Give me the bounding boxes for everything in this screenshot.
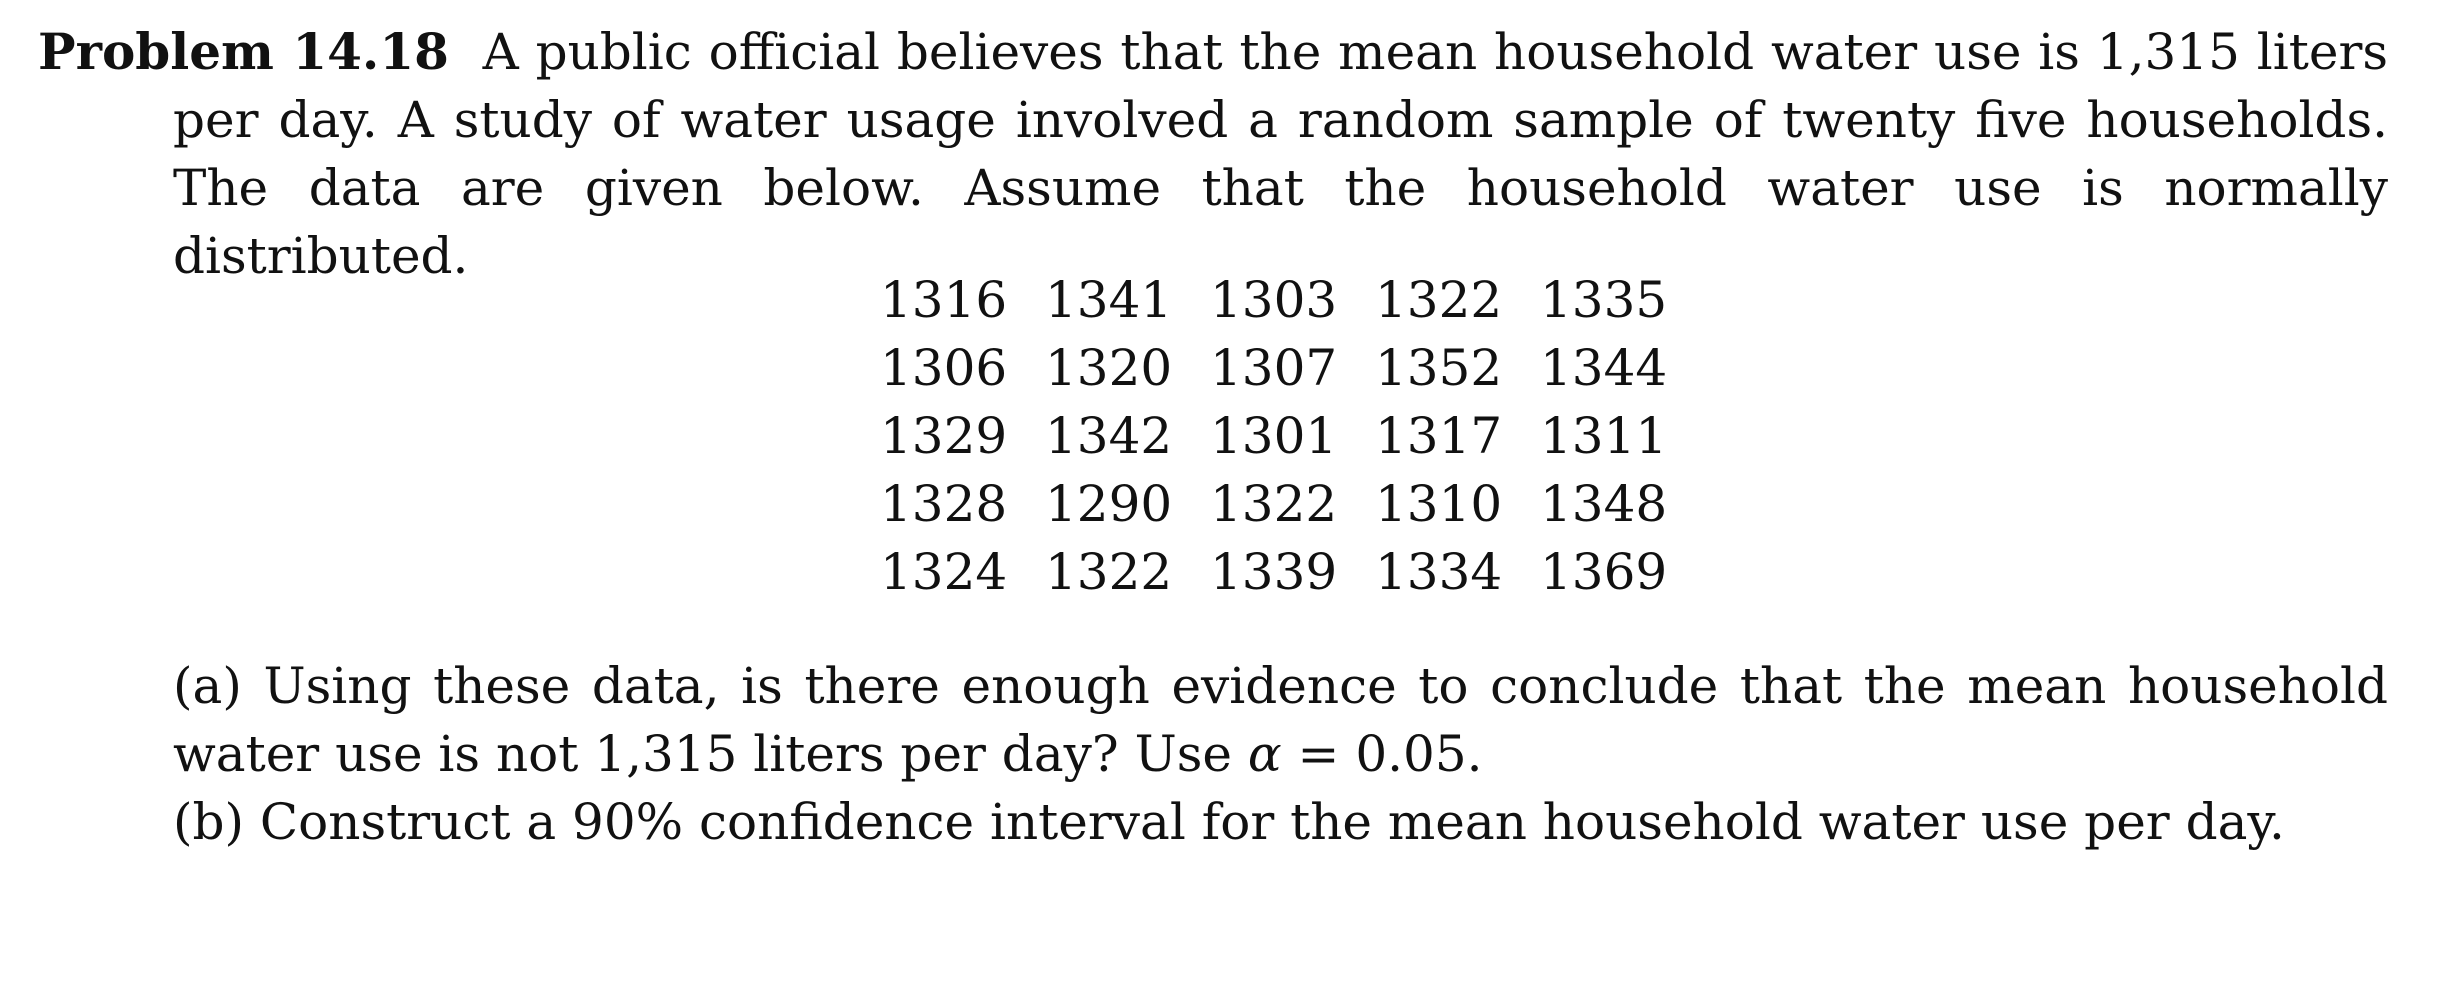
data-row (880, 538, 1705, 606)
data-row (880, 470, 1705, 538)
data-cell: 1310 (1375, 475, 1503, 533)
problem-statement (38, 18, 2388, 290)
problem-intro (38, 18, 2388, 290)
data-cell: 1316 (880, 271, 1008, 329)
data-cell: 1352 (1375, 339, 1503, 397)
data-cell: 1317 (1375, 407, 1503, 465)
data-cell: 1306 (880, 339, 1008, 397)
data-cell: 1322 (1375, 271, 1503, 329)
data-cell: 1320 (1045, 339, 1173, 397)
part-b-text: (b) Construct a 90% confidence interval for the mean household water use per day. (173, 793, 2285, 851)
data-cell: 1328 (880, 475, 1008, 533)
data-cell: 1322 (1045, 543, 1173, 601)
data-cell: 1307 (1210, 339, 1338, 397)
part-a (173, 652, 2388, 788)
problem-label: Problem 14.18 (38, 22, 449, 81)
data-cell: 1322 (1210, 475, 1338, 533)
data-cell: 1369 (1540, 543, 1668, 601)
data-cell: 1311 (1540, 407, 1668, 465)
data-cell: 1324 (880, 543, 1008, 601)
data-cell: 1342 (1045, 407, 1173, 465)
part-a-value: = 0.05. (1297, 725, 1483, 783)
data-cell: 1334 (1375, 543, 1503, 601)
data-cell: 1290 (1045, 475, 1173, 533)
part-b (173, 788, 2388, 856)
data-row (880, 266, 1705, 334)
data-cell: 1348 (1540, 475, 1668, 533)
data-cell: 1335 (1540, 271, 1668, 329)
data-table-body (880, 266, 1705, 606)
problem-text: A public official believes that the mean household water use is 1,315 liters per day. A study of water usage involved a random sample of twenty five households. The data are given below. Assume that the household water use is normally distributed. (173, 23, 2389, 285)
data-cell: 1329 (880, 407, 1008, 465)
part-a-text: (a) Using these data, is there enough evidence to conclude that the mean household water use is not 1,315 liters per day? Use (173, 657, 2388, 783)
data-cell: 1301 (1210, 407, 1338, 465)
data-row (880, 402, 1705, 470)
problem-parts (173, 652, 2388, 856)
data-cell: 1303 (1210, 271, 1338, 329)
data-cell: 1339 (1210, 543, 1338, 601)
data-cell: 1341 (1045, 271, 1173, 329)
data-cell: 1344 (1540, 339, 1668, 397)
data-row (880, 334, 1705, 402)
data-table (880, 266, 1705, 606)
alpha-symbol: α (1247, 725, 1282, 783)
